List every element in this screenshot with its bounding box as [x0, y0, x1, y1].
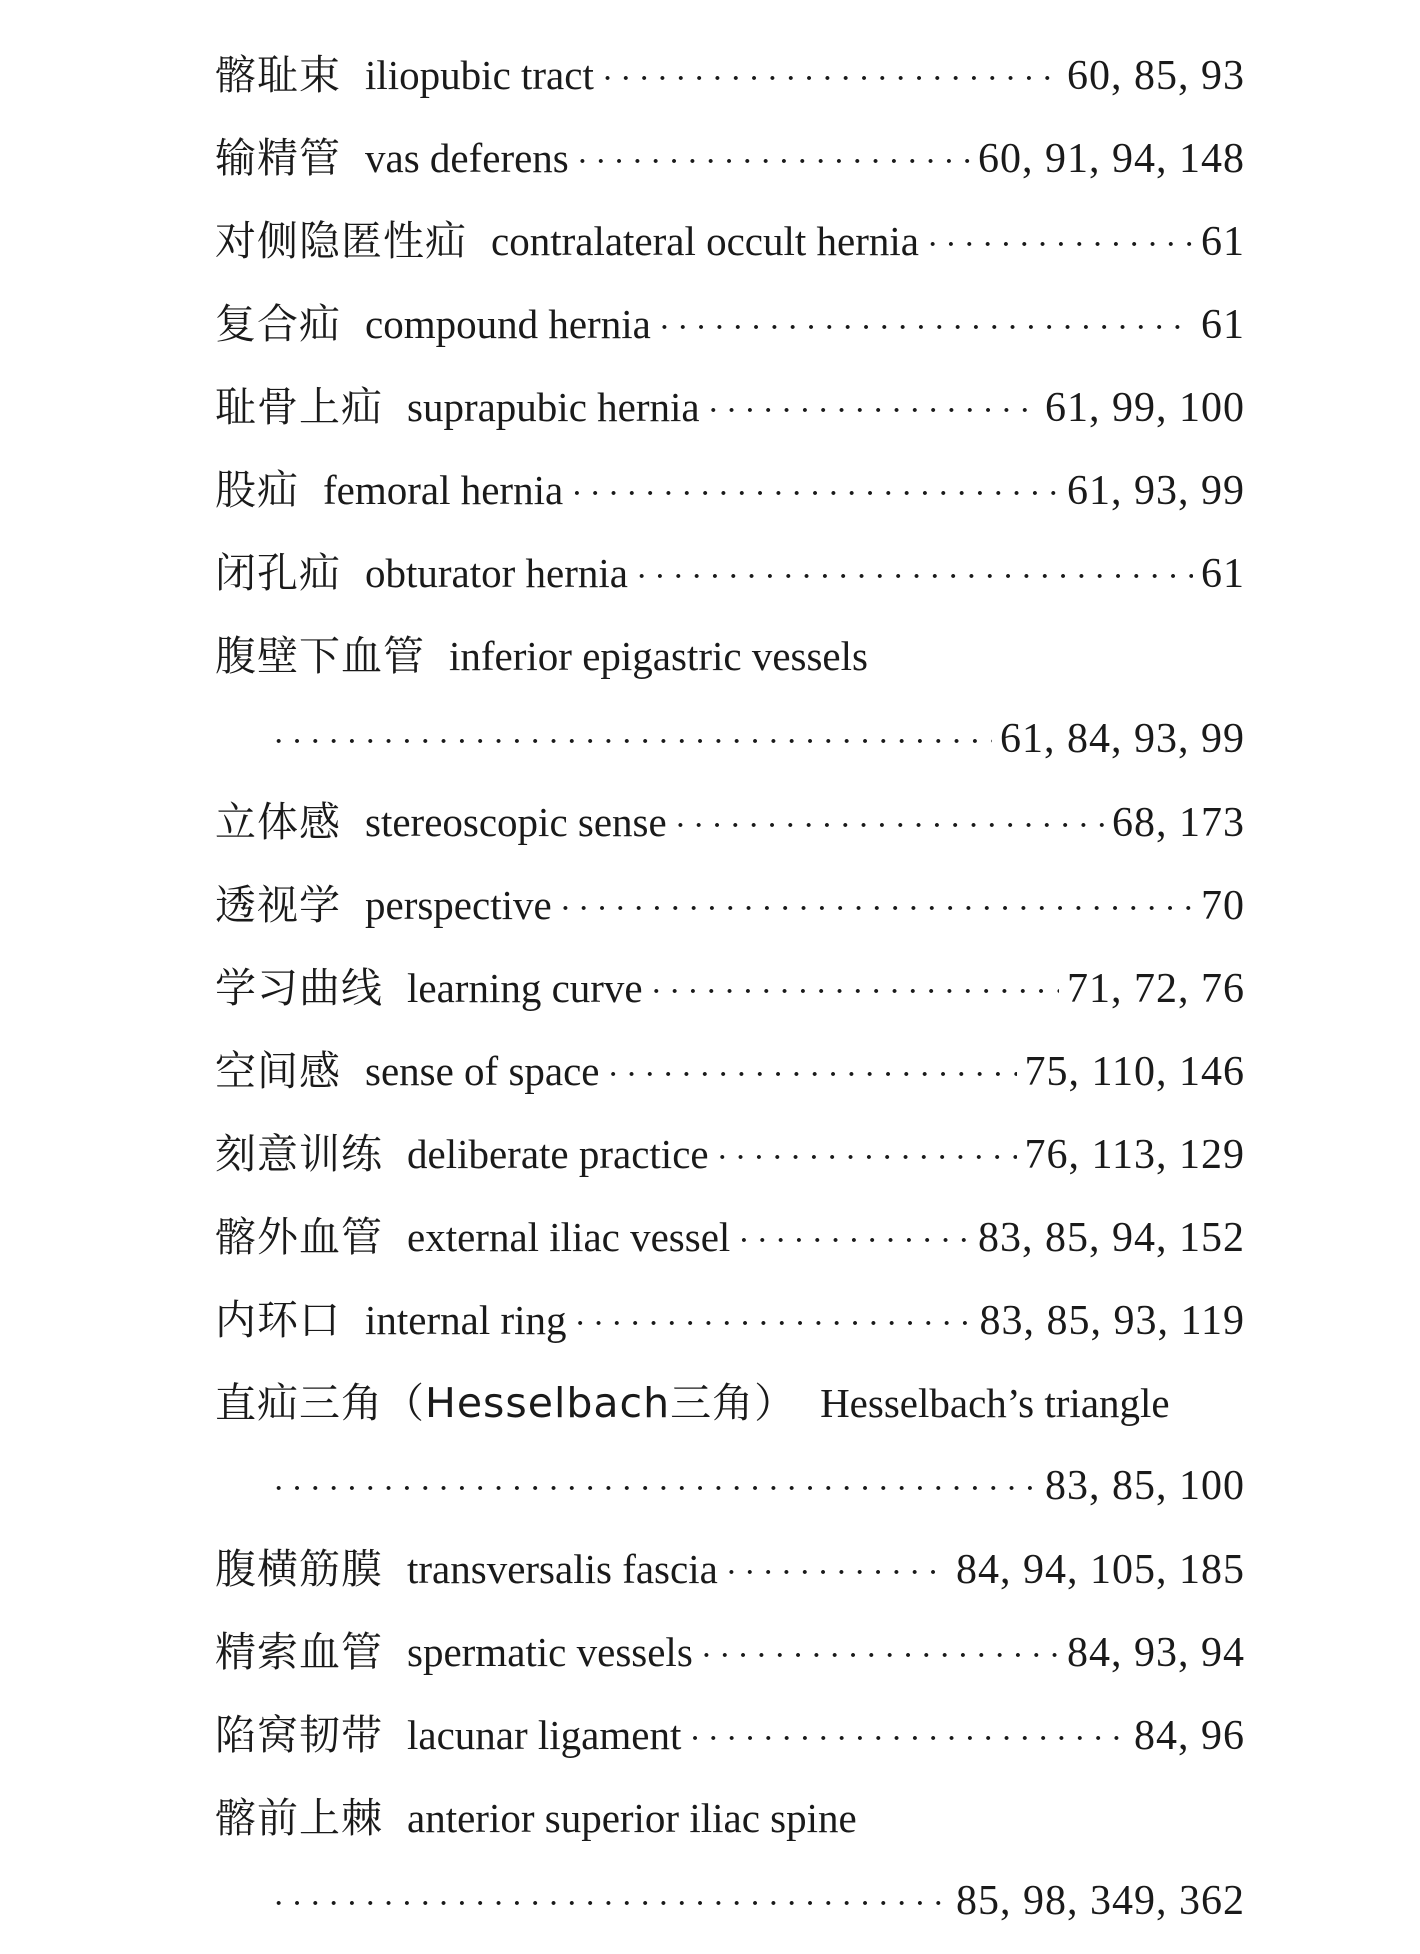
entry-page-numbers: 84, 93, 94 — [1067, 1630, 1245, 1676]
entry-page-numbers: 61 — [1201, 551, 1245, 597]
entry-page-numbers: 76, 113, 129 — [1024, 1132, 1245, 1178]
dot-leader — [738, 1206, 970, 1276]
dot-leader — [675, 791, 1104, 861]
entry-english-term: Hesselbach’s triangle — [820, 1380, 1170, 1426]
entry-chinese-term: 学习曲线 — [215, 964, 383, 1012]
entry-english-term: spermatic vessels — [407, 1629, 693, 1675]
entry-page-numbers: 83, 85, 93, 119 — [979, 1298, 1245, 1344]
index-entry — [215, 870, 1245, 953]
entry-page-numbers: 70 — [1201, 883, 1245, 929]
index-entry — [215, 1783, 1245, 1949]
dot-leader — [608, 1040, 1017, 1110]
dot-leader — [708, 376, 1037, 446]
index-entry — [215, 1036, 1245, 1119]
entry-english-term: contralateral occult hernia — [491, 218, 919, 264]
entry-english-term: perspective — [365, 882, 552, 928]
dot-leader — [651, 957, 1059, 1027]
entry-chinese-term: 刻意训练 — [215, 1130, 383, 1178]
entry-chinese-term: 陷窝韧带 — [215, 1711, 383, 1759]
entry-chinese-term: 空间感 — [215, 1047, 341, 1095]
entry-english-term: sense of space — [365, 1048, 600, 1094]
entry-page-numbers: 60, 85, 93 — [1067, 53, 1245, 99]
index-entry — [215, 538, 1245, 621]
entry-chinese-term: 内环口 — [215, 1296, 341, 1344]
index-entry — [215, 953, 1245, 1036]
index-entry — [215, 289, 1245, 372]
index-entry — [215, 787, 1245, 870]
dot-leader — [577, 127, 970, 197]
entry-english-term: femoral hernia — [323, 467, 564, 513]
entry-english-term: transversalis fascia — [407, 1546, 718, 1592]
entry-chinese-term: 输精管 — [215, 134, 341, 182]
index-entry — [215, 40, 1245, 123]
entry-page-numbers: 60, 91, 94, 148 — [978, 136, 1245, 182]
dot-leader — [273, 707, 992, 777]
entry-english-term: obturator hernia — [365, 550, 628, 596]
entry-english-term: inferior epigastric vessels — [449, 633, 868, 679]
index-entry — [215, 1119, 1245, 1202]
dot-leader — [636, 542, 1193, 612]
entry-english-term: internal ring — [365, 1297, 567, 1343]
dot-leader — [560, 874, 1193, 944]
entry-page-numbers: 68, 173 — [1112, 800, 1245, 846]
entry-page-numbers: 61 — [1201, 219, 1245, 265]
index-entry — [215, 1368, 1245, 1534]
entry-page-numbers: 71, 72, 76 — [1067, 966, 1245, 1012]
entry-chinese-term: 闭孔疝 — [215, 549, 341, 597]
entry-page-numbers: 83, 85, 100 — [1045, 1463, 1245, 1509]
entry-chinese-term: 透视学 — [215, 881, 341, 929]
entry-chinese-term: 直疝三角（Hesselbach三角） — [215, 1379, 797, 1427]
dot-leader — [701, 1621, 1059, 1691]
entry-chinese-term: 立体感 — [215, 798, 341, 846]
entry-page-numbers: 61, 99, 100 — [1045, 385, 1245, 431]
entry-chinese-term: 对侧隐匿性疝 — [215, 217, 467, 265]
entry-english-term: iliopubic tract — [365, 52, 594, 98]
index-entry — [215, 455, 1245, 538]
dot-leader — [927, 210, 1193, 280]
index-entry — [215, 372, 1245, 455]
dot-leader — [717, 1123, 1017, 1193]
entry-english-term: external iliac vessel — [407, 1214, 731, 1260]
entry-page-numbers: 85, 98, 349, 362 — [956, 1878, 1245, 1924]
entry-page-numbers: 84, 96 — [1134, 1713, 1245, 1759]
entry-english-term: suprapubic hernia — [407, 384, 700, 430]
entry-english-term: deliberate practice — [407, 1131, 709, 1177]
index-entry — [215, 123, 1245, 206]
entry-page-numbers: 84, 94, 105, 185 — [956, 1547, 1245, 1593]
entry-chinese-term: 精索血管 — [215, 1628, 383, 1676]
index-page — [215, 40, 1245, 1949]
entry-page-numbers: 61 — [1201, 302, 1245, 348]
entry-chinese-term: 腹横筋膜 — [215, 1545, 383, 1593]
entry-chinese-term: 腹壁下血管 — [215, 632, 425, 680]
dot-leader — [273, 1454, 1037, 1524]
entry-english-term: vas deferens — [365, 135, 569, 181]
index-entry — [215, 1700, 1245, 1783]
dot-leader — [659, 293, 1193, 363]
entry-english-term: anterior superior iliac spine — [407, 1795, 857, 1841]
dot-leader — [575, 1289, 972, 1359]
entry-chinese-term: 耻骨上疝 — [215, 383, 383, 431]
entry-english-term: learning curve — [407, 965, 643, 1011]
entry-chinese-term: 股疝 — [215, 466, 299, 514]
entry-chinese-term: 髂前上棘 — [215, 1794, 383, 1842]
dot-leader — [726, 1538, 948, 1608]
entry-page-numbers: 61, 93, 99 — [1067, 468, 1245, 514]
index-entry — [215, 621, 1245, 787]
entry-english-term: lacunar ligament — [407, 1712, 682, 1758]
dot-leader — [273, 1869, 948, 1939]
entry-page-numbers: 75, 110, 146 — [1024, 1049, 1245, 1095]
entry-page-numbers: 83, 85, 94, 152 — [978, 1215, 1245, 1261]
entry-chinese-term: 复合疝 — [215, 300, 341, 348]
entry-chinese-term: 髂外血管 — [215, 1213, 383, 1261]
index-entry — [215, 1534, 1245, 1617]
dot-leader — [689, 1704, 1126, 1774]
entry-english-term: stereoscopic sense — [365, 799, 667, 845]
index-entry — [215, 1617, 1245, 1700]
entry-page-numbers: 61, 84, 93, 99 — [1000, 716, 1245, 762]
index-entry — [215, 1202, 1245, 1285]
dot-leader — [602, 44, 1059, 114]
index-entry — [215, 1285, 1245, 1368]
entry-english-term: compound hernia — [365, 301, 651, 347]
entry-chinese-term: 髂耻束 — [215, 51, 341, 99]
dot-leader — [571, 459, 1059, 529]
index-entry — [215, 206, 1245, 289]
